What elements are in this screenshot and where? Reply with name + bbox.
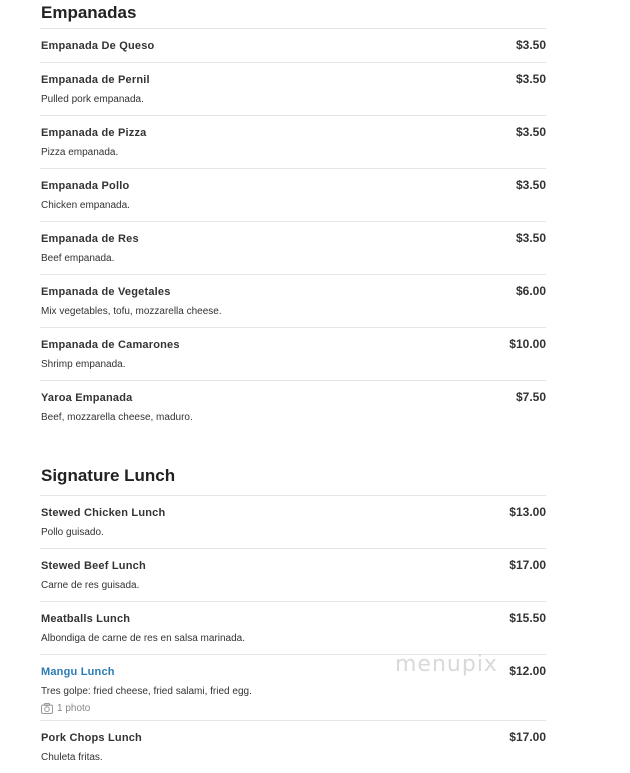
watermark: menupix [395,652,498,677]
item-price: $3.50 [515,231,546,245]
section-list-empanadas [40,28,546,433]
item-name-link[interactable]: Mangu Lunch [41,666,115,678]
item-name: Meatballs Lunch [41,613,131,625]
menu-item [40,116,546,169]
section-title-signature-lunch: Signature Lunch [41,466,176,485]
menu-item [40,602,546,655]
item-price: $10.00 [509,337,546,351]
menu-item [40,328,546,381]
section-list-signature-lunch [40,495,546,773]
item-price: $3.50 [515,178,546,192]
camera-icon [41,703,53,714]
item-description: Pizza empanada. [41,147,119,158]
item-price: $3.50 [515,72,546,86]
item-name: Empanada de Pizza [41,127,147,139]
item-name: Empanada Pollo [41,180,130,192]
item-name: Yaroa Empanada [41,392,133,404]
item-price: $15.50 [509,611,546,625]
item-description: Chicken empanada. [41,200,130,211]
item-description: Mix vegetables, tofu, mozzarella cheese. [41,306,222,317]
menu-item [40,549,546,602]
photo-link[interactable] [41,703,546,714]
item-name: Stewed Chicken Lunch [41,507,166,519]
item-price: $17.00 [509,730,546,744]
item-price: $13.00 [509,505,546,519]
item-name: Stewed Beef Lunch [41,560,146,572]
item-price: $12.00 [509,664,546,678]
menu-item [40,496,546,549]
item-name: Pork Chops Lunch [41,732,142,744]
item-price: $3.50 [515,125,546,139]
item-description: Pollo guisado. [41,527,104,538]
section-title-empanadas: Empanadas [41,3,137,22]
menu-item [40,169,546,222]
item-description: Pulled pork empanada. [41,94,144,105]
menu-item [40,275,546,328]
item-description: Carne de res guisada. [41,580,140,591]
menu-item [40,29,546,63]
item-name: Empanada de Vegetales [41,286,171,298]
item-name: Empanada de Camarones [41,339,180,351]
item-price: $3.50 [515,38,546,52]
item-price: $7.50 [515,390,546,404]
item-name: Empanada De Queso [41,40,155,52]
menu-item [40,381,546,433]
item-description: Chuleta fritas. [41,752,103,763]
menu-item [40,222,546,275]
item-price: $17.00 [509,558,546,572]
menu-item [40,63,546,116]
item-price: $6.00 [515,284,546,298]
item-name: Empanada de Res [41,233,139,245]
item-description: Beef, mozzarella cheese, maduro. [41,412,193,423]
item-description: Shrimp empanada. [41,359,126,370]
item-name: Empanada de Pernil [41,74,150,86]
photo-count: 1 photo [57,703,91,714]
item-description: Albondiga de carne de res en salsa marinada. [41,633,246,644]
item-description: Beef empanada. [41,253,115,264]
menu-item [40,721,546,773]
item-description: Tres golpe: fried cheese, fried salami, fried egg. [41,686,252,697]
